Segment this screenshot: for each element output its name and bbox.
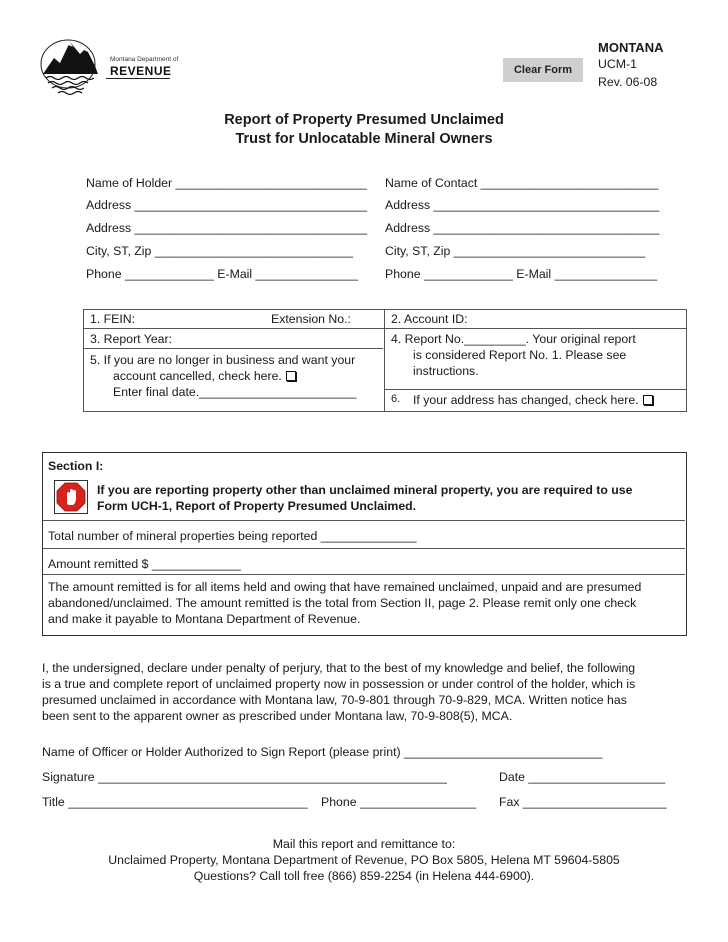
total-properties-field[interactable]: Total number of mineral properties being reported ______________: [48, 529, 417, 543]
report-year-field[interactable]: 3. Report Year:: [90, 332, 173, 346]
dor-logo: [40, 36, 180, 106]
remittance-note: The amount remitted is for all items held and owing that have remained unclaimed, unpaid and are presumed: [48, 580, 642, 594]
contact-city-field[interactable]: City, ST, Zip ____________________________: [385, 244, 646, 258]
address-change-label: If your address has changed, check here.: [413, 393, 639, 407]
section1-heading: Section I:: [48, 459, 104, 473]
logo-dept-text: Montana Department of: [110, 56, 179, 63]
contact-address2-field[interactable]: Address _________________________________: [385, 221, 660, 235]
account-cancel-row: [113, 369, 296, 383]
holder-address1-field[interactable]: Address __________________________________: [86, 198, 368, 212]
section1-warning-2: Form UCH-1, Report of Property Presumed Unclaimed.: [97, 499, 417, 513]
officer-name-field[interactable]: Name of Officer or Holder Authorized to Sign Report (please print) _____________________________: [42, 745, 603, 759]
revision-label: Rev. 06-08: [598, 75, 658, 89]
phone-contact: Questions? Call toll free (866) 859-2254 (in Helena 444-6900).: [193, 869, 535, 883]
logo-rule: [106, 78, 170, 79]
remittance-note-3: and make it payable to Montana Department of Revenue.: [48, 612, 361, 626]
form-id: UCM-1: [598, 57, 637, 71]
clear-form-button[interactable]: Clear Form: [503, 58, 583, 82]
report-no-field[interactable]: 4. Report No._________. Your original report: [391, 332, 636, 346]
account-cancel-checkbox[interactable]: [286, 371, 296, 381]
page-title: Report of Property Presumed Unclaimed: [224, 112, 504, 128]
account-cancel-label: account cancelled, check here.: [113, 369, 282, 383]
stop-hand-icon: [54, 480, 88, 514]
mail-address: Unclaimed Property, Montana Department of Revenue, PO Box 5805, Helena MT 59604-5805: [108, 853, 620, 867]
mail-heading: Mail this report and remittance to:: [272, 837, 456, 851]
report-no-note: is considered Report No. 1. Please see: [413, 348, 627, 362]
declaration-text-4: been sent to the apparent owner as prescribed under Montana law, 70-9-808(5), MCA.: [42, 709, 513, 723]
address-change-number: 6.: [391, 393, 401, 405]
page-subtitle: Trust for Unlocatable Mineral Owners: [235, 131, 493, 147]
phone-field[interactable]: Phone _________________: [321, 795, 477, 809]
account-id-field[interactable]: 2. Account ID:: [391, 312, 468, 326]
holder-phone-email-field[interactable]: Phone _____________ E-Mail _______________: [86, 267, 359, 281]
report-no-note-2: instructions.: [413, 364, 479, 378]
business-closed-label: 5. If you are no longer in business and want your: [90, 353, 356, 367]
declaration-text-3: presumed unclaimed in accordance with Montana law, 70-9-801 through 70-9-829, MCA. Written notice has: [42, 693, 627, 707]
section1-warning: If you are reporting property other than unclaimed mineral property, you are required to use: [97, 483, 633, 497]
declaration-text-2: is a true and complete report of unclaimed property now in possession or under control of the holder, which is: [42, 677, 636, 691]
contact-name-field[interactable]: Name of Contact __________________________: [385, 176, 659, 190]
contact-phone-email-field[interactable]: Phone _____________ E-Mail _______________: [385, 267, 658, 281]
title-field[interactable]: Title ___________________________________: [42, 795, 308, 809]
fax-field[interactable]: Fax _____________________: [499, 795, 667, 809]
holder-name-field[interactable]: Name of Holder ____________________________: [86, 176, 368, 190]
address-change-row: [413, 393, 653, 407]
declaration-text: I, the undersigned, declare under penalty of perjury, that to the best of my knowledge and belief, the following: [42, 661, 636, 675]
holder-address2-field[interactable]: Address __________________________________: [86, 221, 368, 235]
signature-field[interactable]: Signature ___________________________________________________: [42, 770, 447, 784]
logo-revenue-text: REVENUE: [110, 64, 172, 78]
address-change-checkbox[interactable]: [643, 395, 653, 405]
amount-remitted-field[interactable]: Amount remitted $ _____________: [48, 557, 241, 571]
contact-address1-field[interactable]: Address _________________________________: [385, 198, 660, 212]
final-date-field[interactable]: Enter final date._______________________: [113, 385, 357, 399]
remittance-note-2: abandoned/unclaimed. The amount remitted is the total from Section II, page 2. Please remit only one check: [48, 596, 637, 610]
fein-field[interactable]: 1. FEIN:: [90, 312, 136, 326]
holder-city-field[interactable]: City, ST, Zip _____________________________: [86, 244, 354, 258]
state-label: MONTANA: [598, 40, 664, 55]
date-field[interactable]: Date ____________________: [499, 770, 666, 784]
extension-field[interactable]: Extension No.:: [271, 312, 351, 326]
